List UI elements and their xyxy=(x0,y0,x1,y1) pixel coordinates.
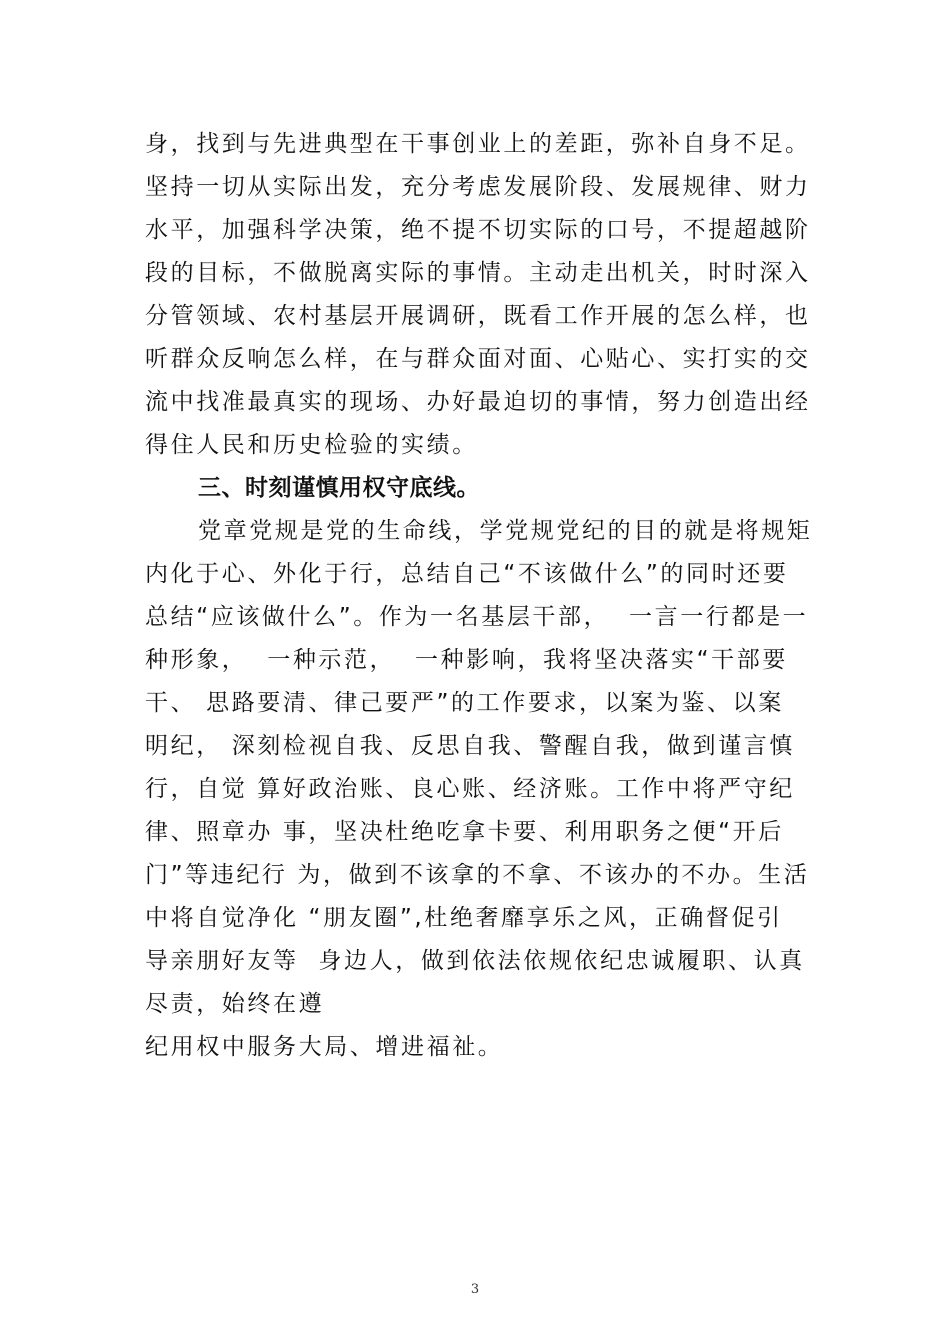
paragraph-line: 干、 思路要清、律己要严”的工作要求，以案为鉴、以案 xyxy=(145,690,784,716)
paragraph-line: 得住人民和历史检验的实绩。 xyxy=(145,432,478,458)
page-number: 3 xyxy=(470,1282,480,1297)
paragraph-line: 行，自觉 算好政治账、良心账、经济账。工作中将严守纪 xyxy=(145,776,795,802)
paragraph-line: 律、照章办 事，坚决杜绝吃拿卡要、利用职务之便“开后 xyxy=(145,819,784,845)
paragraph-line: 尽责，始终在遵 xyxy=(145,991,325,1017)
paragraph-line: 党章党规是党的生命线，学党规党纪的目的就是将规矩 xyxy=(198,518,813,544)
paragraph-line: 中将自觉净化 “朋友圈”,杜绝奢靡享乐之风，正确督促引 xyxy=(145,905,783,931)
paragraph-line: 种形象， 一种示范， 一种影响，我将坚决落实“干部要 xyxy=(145,647,788,673)
paragraph-line: 导亲朋好友等 身边人，做到依法依规依纪忠诚履职、认真 xyxy=(145,948,805,974)
paragraph-line: 身，找到与先进典型在干事创业上的差距，弥补自身不足。 xyxy=(145,131,811,157)
paragraph-line: 明纪， 深刻检视自我、反思自我、警醒自我，做到谨言慎 xyxy=(145,733,795,759)
paragraph-line: 纪用权中服务大局、增进福祉。 xyxy=(145,1034,504,1060)
paragraph-line: 门”等违纪行 为，做到不该拿的不拿、不该办的不办。生活 xyxy=(145,862,810,888)
paragraph-line: 听群众反响怎么样，在与群众面对面、心贴心、实打实的交 xyxy=(145,346,811,372)
paragraph-line: 水平，加强科学决策，绝不提不切实际的口号，不提超越阶 xyxy=(145,217,811,243)
paragraph-line: 内化于心、外化于行，总结自己“不该做什么”的同时还要 xyxy=(145,561,789,587)
section-heading: 三、时刻谨慎用权守底线。 xyxy=(198,475,480,501)
paragraph-line: 总结“应该做什么”。作为一名基层干部， 一言一行都是一 xyxy=(145,604,809,630)
paragraph-line: 分管领域、农村基层开展调研，既看工作开展的怎么样，也 xyxy=(145,303,811,329)
paragraph-line: 坚持一切从实际出发，充分考虑发展阶段、发展规律、财力 xyxy=(145,174,811,200)
paragraph-line: 段的目标，不做脱离实际的事情。主动走出机关，时时深入 xyxy=(145,260,811,286)
paragraph-line: 流中找准最真实的现场、办好最迫切的事情，努力创造出经 xyxy=(145,389,811,415)
